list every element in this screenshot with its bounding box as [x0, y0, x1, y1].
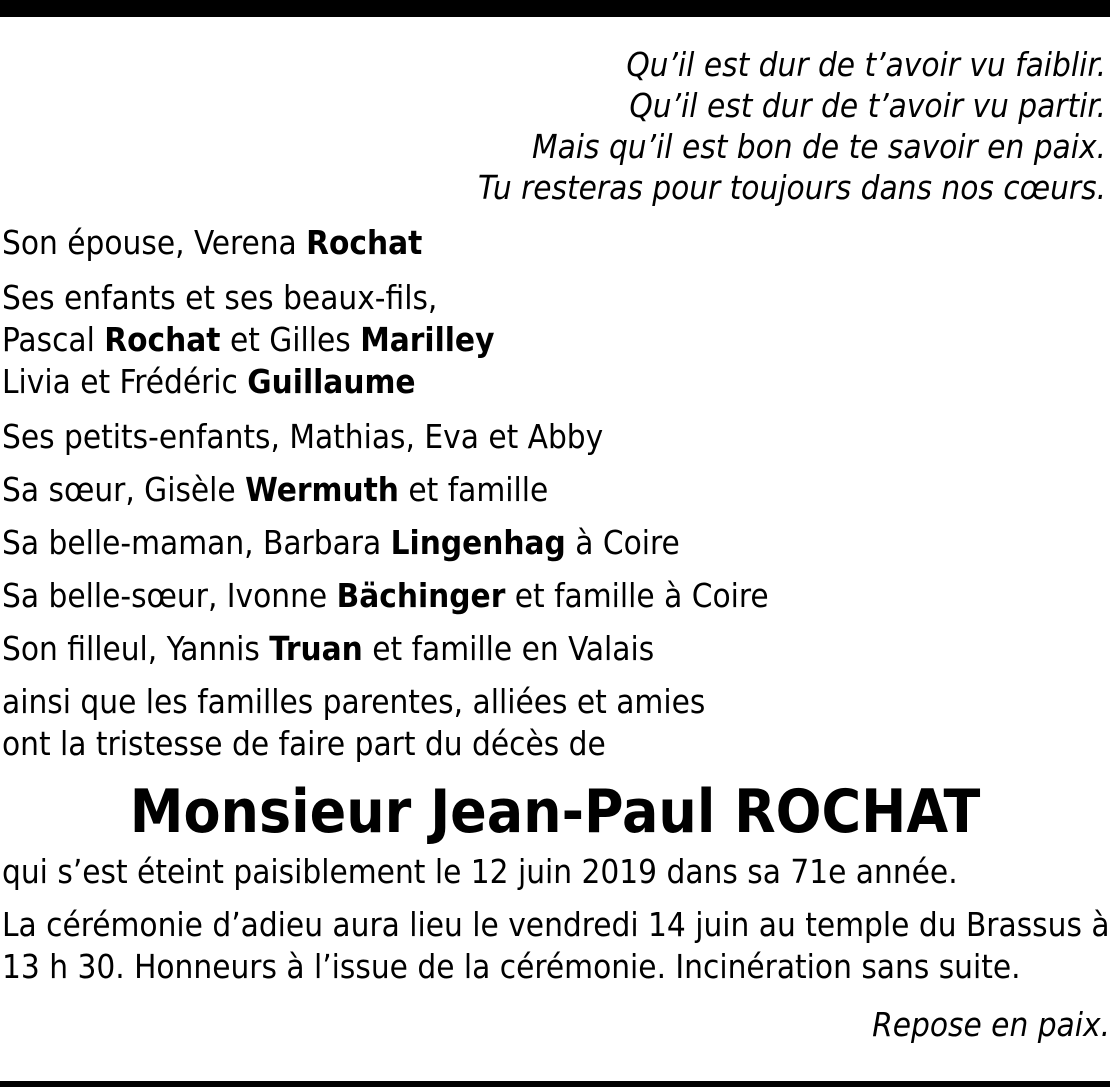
others-line-1: ainsi que les familles parentes, alliées et amies — [2, 682, 706, 721]
announcement-body — [2, 222, 1108, 1046]
spouse-line: Son épouse, Verena Rochat — [2, 223, 423, 262]
deceased-name: Monsieur Jean-Paul ROCHAT — [129, 777, 981, 847]
poem-line-1: Qu’il est dur de t’avoir vu faiblir. — [626, 45, 1106, 84]
death-details: qui s’est éteint paisiblement le 12 juin 2019 dans sa 71e année. — [2, 852, 958, 891]
poem-line-3: Mais qu’il est bon de te savoir en paix. — [532, 127, 1106, 166]
closing-phrase: Repose en paix. — [872, 1005, 1110, 1044]
children-line-1: Pascal Rochat et Gilles Marilley — [2, 320, 495, 359]
sister-line: Sa sœur, Gisèle Wermuth et famille — [2, 470, 549, 509]
children-intro: Ses enfants et ses beaux-fils, — [2, 278, 438, 317]
sister-in-law-line: Sa belle-sœur, Ivonne Bächinger et famille à Coire — [2, 576, 769, 615]
ceremony-line-1: La cérémonie d’adieu aura lieu le vendredi 14 juin au temple du Brassus à — [2, 905, 1110, 944]
spouse-surname: Rochat — [306, 223, 423, 262]
others-line-2: ont la tristesse de faire part du décès de — [2, 724, 606, 763]
top-rule — [0, 0, 1110, 17]
poem-line-2: Qu’il est dur de t’avoir vu partir. — [629, 86, 1106, 125]
children-line-2: Livia et Frédéric Guillaume — [2, 362, 416, 401]
mother-in-law-line: Sa belle-maman, Barbara Lingenhag à Coire — [2, 523, 680, 562]
poem-line-4: Tu resteras pour toujours dans nos cœurs. — [478, 168, 1106, 207]
godson-line: Son filleul, Yannis Truan et famille en Valais — [2, 629, 655, 668]
grandchildren-line: Ses petits-enfants, Mathias, Eva et Abby — [2, 417, 604, 456]
ceremony-line-2: 13 h 30. Honneurs à l’issue de la cérémonie. Incinération sans suite. — [2, 947, 1021, 986]
bottom-rule — [0, 1081, 1110, 1087]
epigraph-poem — [478, 44, 1106, 208]
